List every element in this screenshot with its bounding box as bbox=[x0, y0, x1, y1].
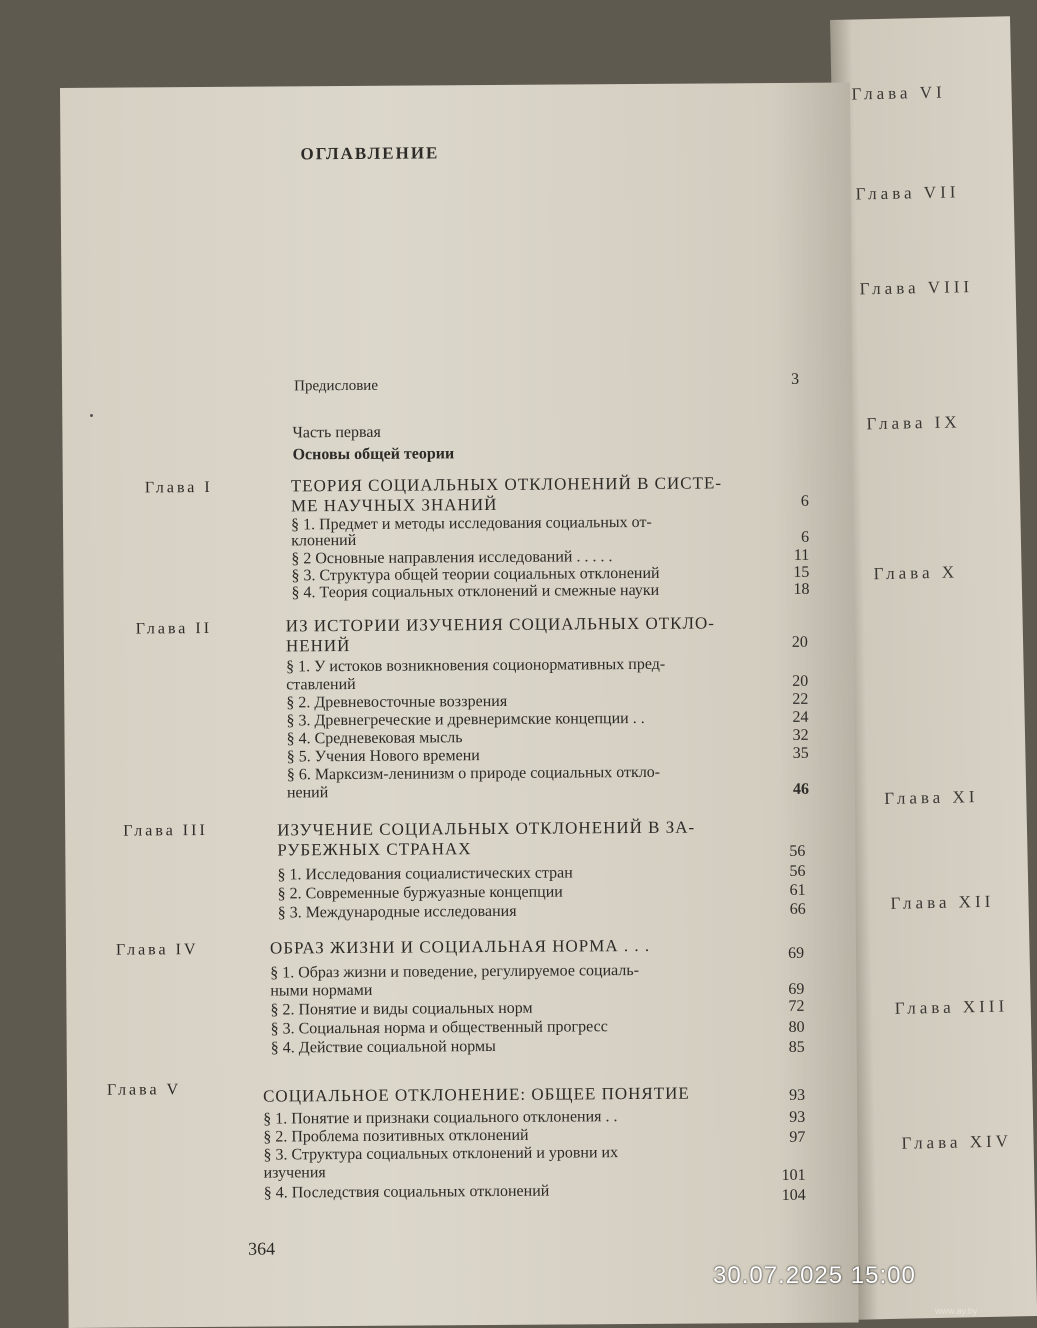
chapter-title: ТЕОРИЯ СОЦИАЛЬНЫХ ОТКЛОНЕНИЙ В СИСТЕ- bbox=[290, 473, 723, 496]
section-line: § 2. Современные буржуазные концепции bbox=[277, 883, 563, 903]
section-line: § 1. Понятие и признаки социального отклонения . . bbox=[263, 1108, 618, 1128]
right-chapter-label: Глава X bbox=[873, 562, 959, 584]
section-line: ставлений bbox=[286, 675, 356, 694]
chapter-label: Глава V bbox=[106, 1081, 182, 1099]
section-line: изучения bbox=[263, 1164, 326, 1182]
section-page: 61 bbox=[789, 881, 806, 899]
section-line: § 2. Проблема позитивных отклонений bbox=[263, 1126, 529, 1146]
section-line: § 3. Международные исследования bbox=[277, 902, 517, 922]
section-line: § 4. Действие социальной нормы bbox=[270, 1037, 496, 1057]
watermark: www.ay.by bbox=[935, 1306, 978, 1316]
section-line: § 1. Образ жизни и поведение, регулируемое социаль- bbox=[270, 961, 640, 982]
section-page: 35 bbox=[792, 744, 809, 762]
chapter-title: ИЗ ИСТОРИИ ИЗУЧЕНИЯ СОЦИАЛЬНЫХ ОТКЛО- bbox=[285, 613, 715, 636]
chapter-label: Глава II bbox=[135, 619, 213, 638]
chapter-page: 56 bbox=[789, 842, 806, 860]
chapter-label: Глава IV bbox=[115, 941, 199, 959]
right-chapter-label: Глава VII bbox=[855, 182, 960, 204]
chapter-label: Глава I bbox=[144, 478, 213, 497]
section-page: 56 bbox=[789, 862, 806, 880]
section-line: § 3. Социальная норма и общественный прогресс bbox=[270, 1018, 608, 1038]
chapter-title: РУБЕЖНЫХ СТРАНАХ bbox=[277, 839, 472, 860]
chapter-page: 6 bbox=[800, 492, 809, 510]
book-page bbox=[60, 82, 859, 1327]
section-page: 101 bbox=[781, 1166, 806, 1184]
section-page: 66 bbox=[789, 900, 806, 918]
section-page: 15 bbox=[793, 563, 810, 581]
section-page: 11 bbox=[793, 546, 810, 564]
section-line: § 1. Исследования социалистических стран bbox=[277, 864, 573, 884]
right-chapter-label: Глава VIII bbox=[859, 277, 974, 299]
section-page: 69 bbox=[788, 980, 805, 998]
section-line: § 2 Основные направления исследований . . . . . bbox=[291, 548, 613, 568]
right-chapter-label: Глава VI bbox=[851, 82, 946, 104]
section-page: 46 bbox=[792, 780, 809, 798]
section-line: § 4. Теория социальных отклонений и смежные науки bbox=[291, 581, 660, 602]
section-line: § 3. Структура социальных отклонений и уровни их bbox=[263, 1144, 619, 1164]
section-line: клонений bbox=[291, 531, 357, 550]
chapter-page: 93 bbox=[788, 1086, 806, 1104]
part-title: Основы общей теории bbox=[292, 445, 455, 464]
section-line: § 3. Структура общей теории социальных отклонений bbox=[291, 564, 660, 585]
right-chapter-label: Глава XIII bbox=[894, 996, 1009, 1018]
chapter-title: СОЦИАЛЬНОЕ ОТКЛОНЕНИЕ: ОБЩЕЕ ПОНЯТИЕ bbox=[262, 1083, 690, 1106]
section-page: 85 bbox=[788, 1038, 805, 1056]
section-page: 6 bbox=[801, 528, 810, 546]
section-line: § 4. Средневековая мысль bbox=[286, 729, 463, 748]
section-line: § 2. Понятие и виды социальных норм bbox=[270, 999, 533, 1019]
section-page: 104 bbox=[781, 1186, 806, 1204]
section-page: 80 bbox=[788, 1018, 805, 1036]
section-page: 97 bbox=[789, 1128, 806, 1146]
section-line: § 5. Учения Нового времени bbox=[286, 747, 480, 766]
section-line: § 6. Марксизм-ленинизм о природе социальных откло- bbox=[286, 763, 661, 784]
preface-title: Предисловие bbox=[294, 377, 379, 395]
right-chapter-label: Глава IX bbox=[866, 412, 961, 434]
chapter-page: 69 bbox=[788, 944, 805, 962]
section-line: ными нормами bbox=[270, 981, 373, 1000]
chapter-title: МЕ НАУЧНЫХ ЗНАНИЙ bbox=[290, 494, 498, 516]
preface-page: 3 bbox=[790, 370, 800, 388]
section-page: 32 bbox=[792, 726, 809, 744]
section-page: 20 bbox=[792, 672, 809, 690]
page-heading: ОГЛАВЛЕНИЕ bbox=[300, 143, 440, 164]
photo-timestamp: 30.07.2025 15:00 bbox=[713, 1262, 916, 1289]
chapter-page: 20 bbox=[791, 633, 808, 651]
right-page bbox=[830, 16, 1037, 1319]
section-line: § 4. Последствия социальных отклонений bbox=[263, 1182, 550, 1202]
part-label: Часть первая bbox=[292, 423, 381, 442]
chapter-title: ОБРАЗ ЖИЗНИ И СОЦИАЛЬНАЯ НОРМА . . . bbox=[269, 935, 651, 958]
right-chapter-label: Глава XII bbox=[890, 891, 995, 913]
section-line: нений bbox=[286, 784, 329, 802]
section-line: § 1. Предмет и методы исследования социальных от- bbox=[290, 513, 652, 534]
chapter-title: НЕНИЙ bbox=[285, 635, 351, 656]
chapter-label: Глава III bbox=[123, 821, 208, 840]
section-line: § 2. Древневосточные воззрения bbox=[286, 692, 508, 712]
chapter-title: ИЗУЧЕНИЕ СОЦИАЛЬНЫХ ОТКЛОНЕНИЙ В ЗА- bbox=[277, 817, 696, 840]
section-line: § 1. У истоков возникновения соционормативных пред- bbox=[285, 655, 666, 676]
page-speck bbox=[90, 414, 93, 417]
section-line: § 3. Древнегреческие и древнеримские концепции . . bbox=[286, 709, 645, 730]
section-page: 72 bbox=[788, 997, 805, 1015]
right-chapter-label: Глава XIV bbox=[901, 1131, 1013, 1153]
section-page: 93 bbox=[789, 1108, 806, 1126]
right-chapter-label: Глава XI bbox=[884, 787, 979, 809]
section-page: 18 bbox=[793, 580, 810, 598]
page-number: 364 bbox=[248, 1238, 276, 1259]
section-page: 22 bbox=[792, 690, 809, 708]
section-page: 24 bbox=[792, 708, 809, 726]
